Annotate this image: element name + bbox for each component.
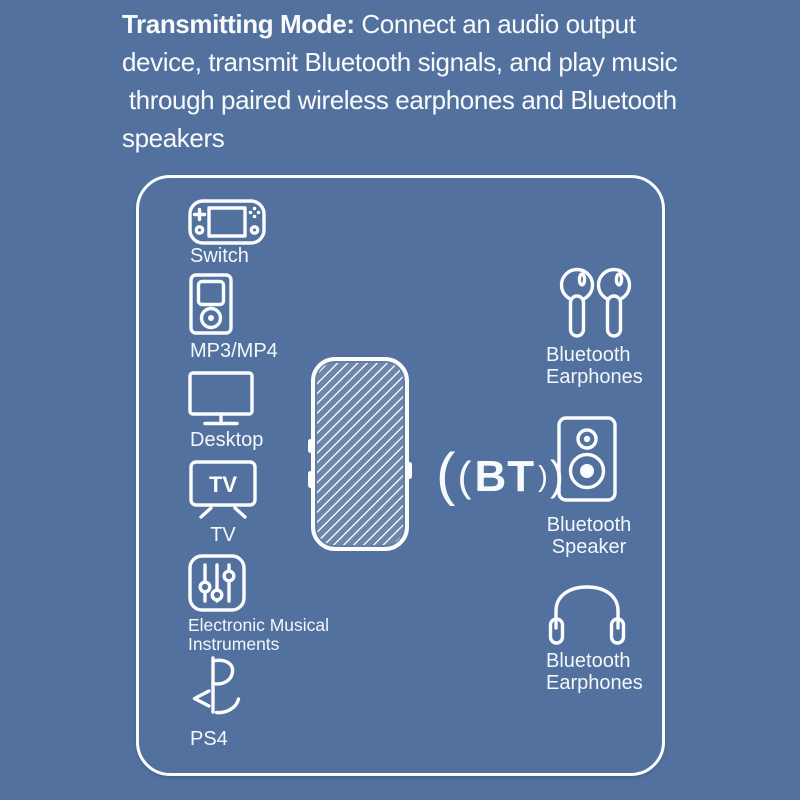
desktop-monitor-icon [188,371,254,427]
musical-instruments-label [188,616,329,654]
mp3-player-icon [189,273,233,335]
bluetooth-earbuds-icon [556,264,632,346]
transmitter-hatch-pattern [317,363,403,545]
header-bold-prefix: Transmitting Mode: [122,9,355,39]
switch-console-icon [188,199,266,245]
bluetooth-speaker-icon [557,416,617,502]
header-line-1 [122,5,677,43]
bluetooth-headphones-icon [548,582,626,646]
ps4-logo-icon [188,654,246,722]
header-text [122,5,677,157]
bluetooth-earbuds-label [546,344,643,388]
musical-instruments-label-line2: Instruments [188,634,280,654]
bt-signal-text: BT [474,452,536,501]
header-line-4: speakers [122,123,225,153]
bluetooth-earbuds-label-line2: Earphones [546,366,643,388]
transmitter-side-button [308,471,313,488]
bluetooth-headphones-label [546,650,643,694]
switch-label: Switch [190,245,249,267]
header-line-2: device, transmit Bluetooth signals, and play music [122,47,678,77]
bt-signal [436,442,564,509]
header-line-1-rest: Connect an audio output [354,9,636,39]
ps4-label: PS4 [190,728,228,750]
musical-instruments-label-line1: Electronic Musical [188,615,330,635]
signal-arc-inner-left: ( [457,453,472,500]
bluetooth-transmitter-device [311,357,409,551]
transmitter-side-button [308,439,313,453]
desktop-label: Desktop [190,429,264,451]
bluetooth-headphones-label-line1: Bluetooth [546,650,631,672]
bluetooth-earbuds-label-line1: Bluetooth [546,344,631,366]
bluetooth-headphones-label-line2: Earphones [546,672,643,694]
signal-arc-outer-left: ( [436,442,456,507]
tv-icon-text: TV [208,472,238,497]
tv-label: TV [210,524,236,546]
tv-icon [189,460,257,520]
bluetooth-speaker-label-line2: Speaker [551,536,627,558]
bluetooth-speaker-label-line1: Bluetooth [546,514,632,536]
mp3-label: MP3/MP4 [190,340,278,362]
musical-instruments-icon [188,554,246,612]
bluetooth-speaker-label [544,514,634,558]
signal-arc-inner-right: ) [538,460,548,493]
header-line-3: through paired wireless earphones and Bluetooth [122,85,677,115]
signal-arc-outer-right: ) [549,452,564,499]
transmitter-side-button [407,462,412,479]
